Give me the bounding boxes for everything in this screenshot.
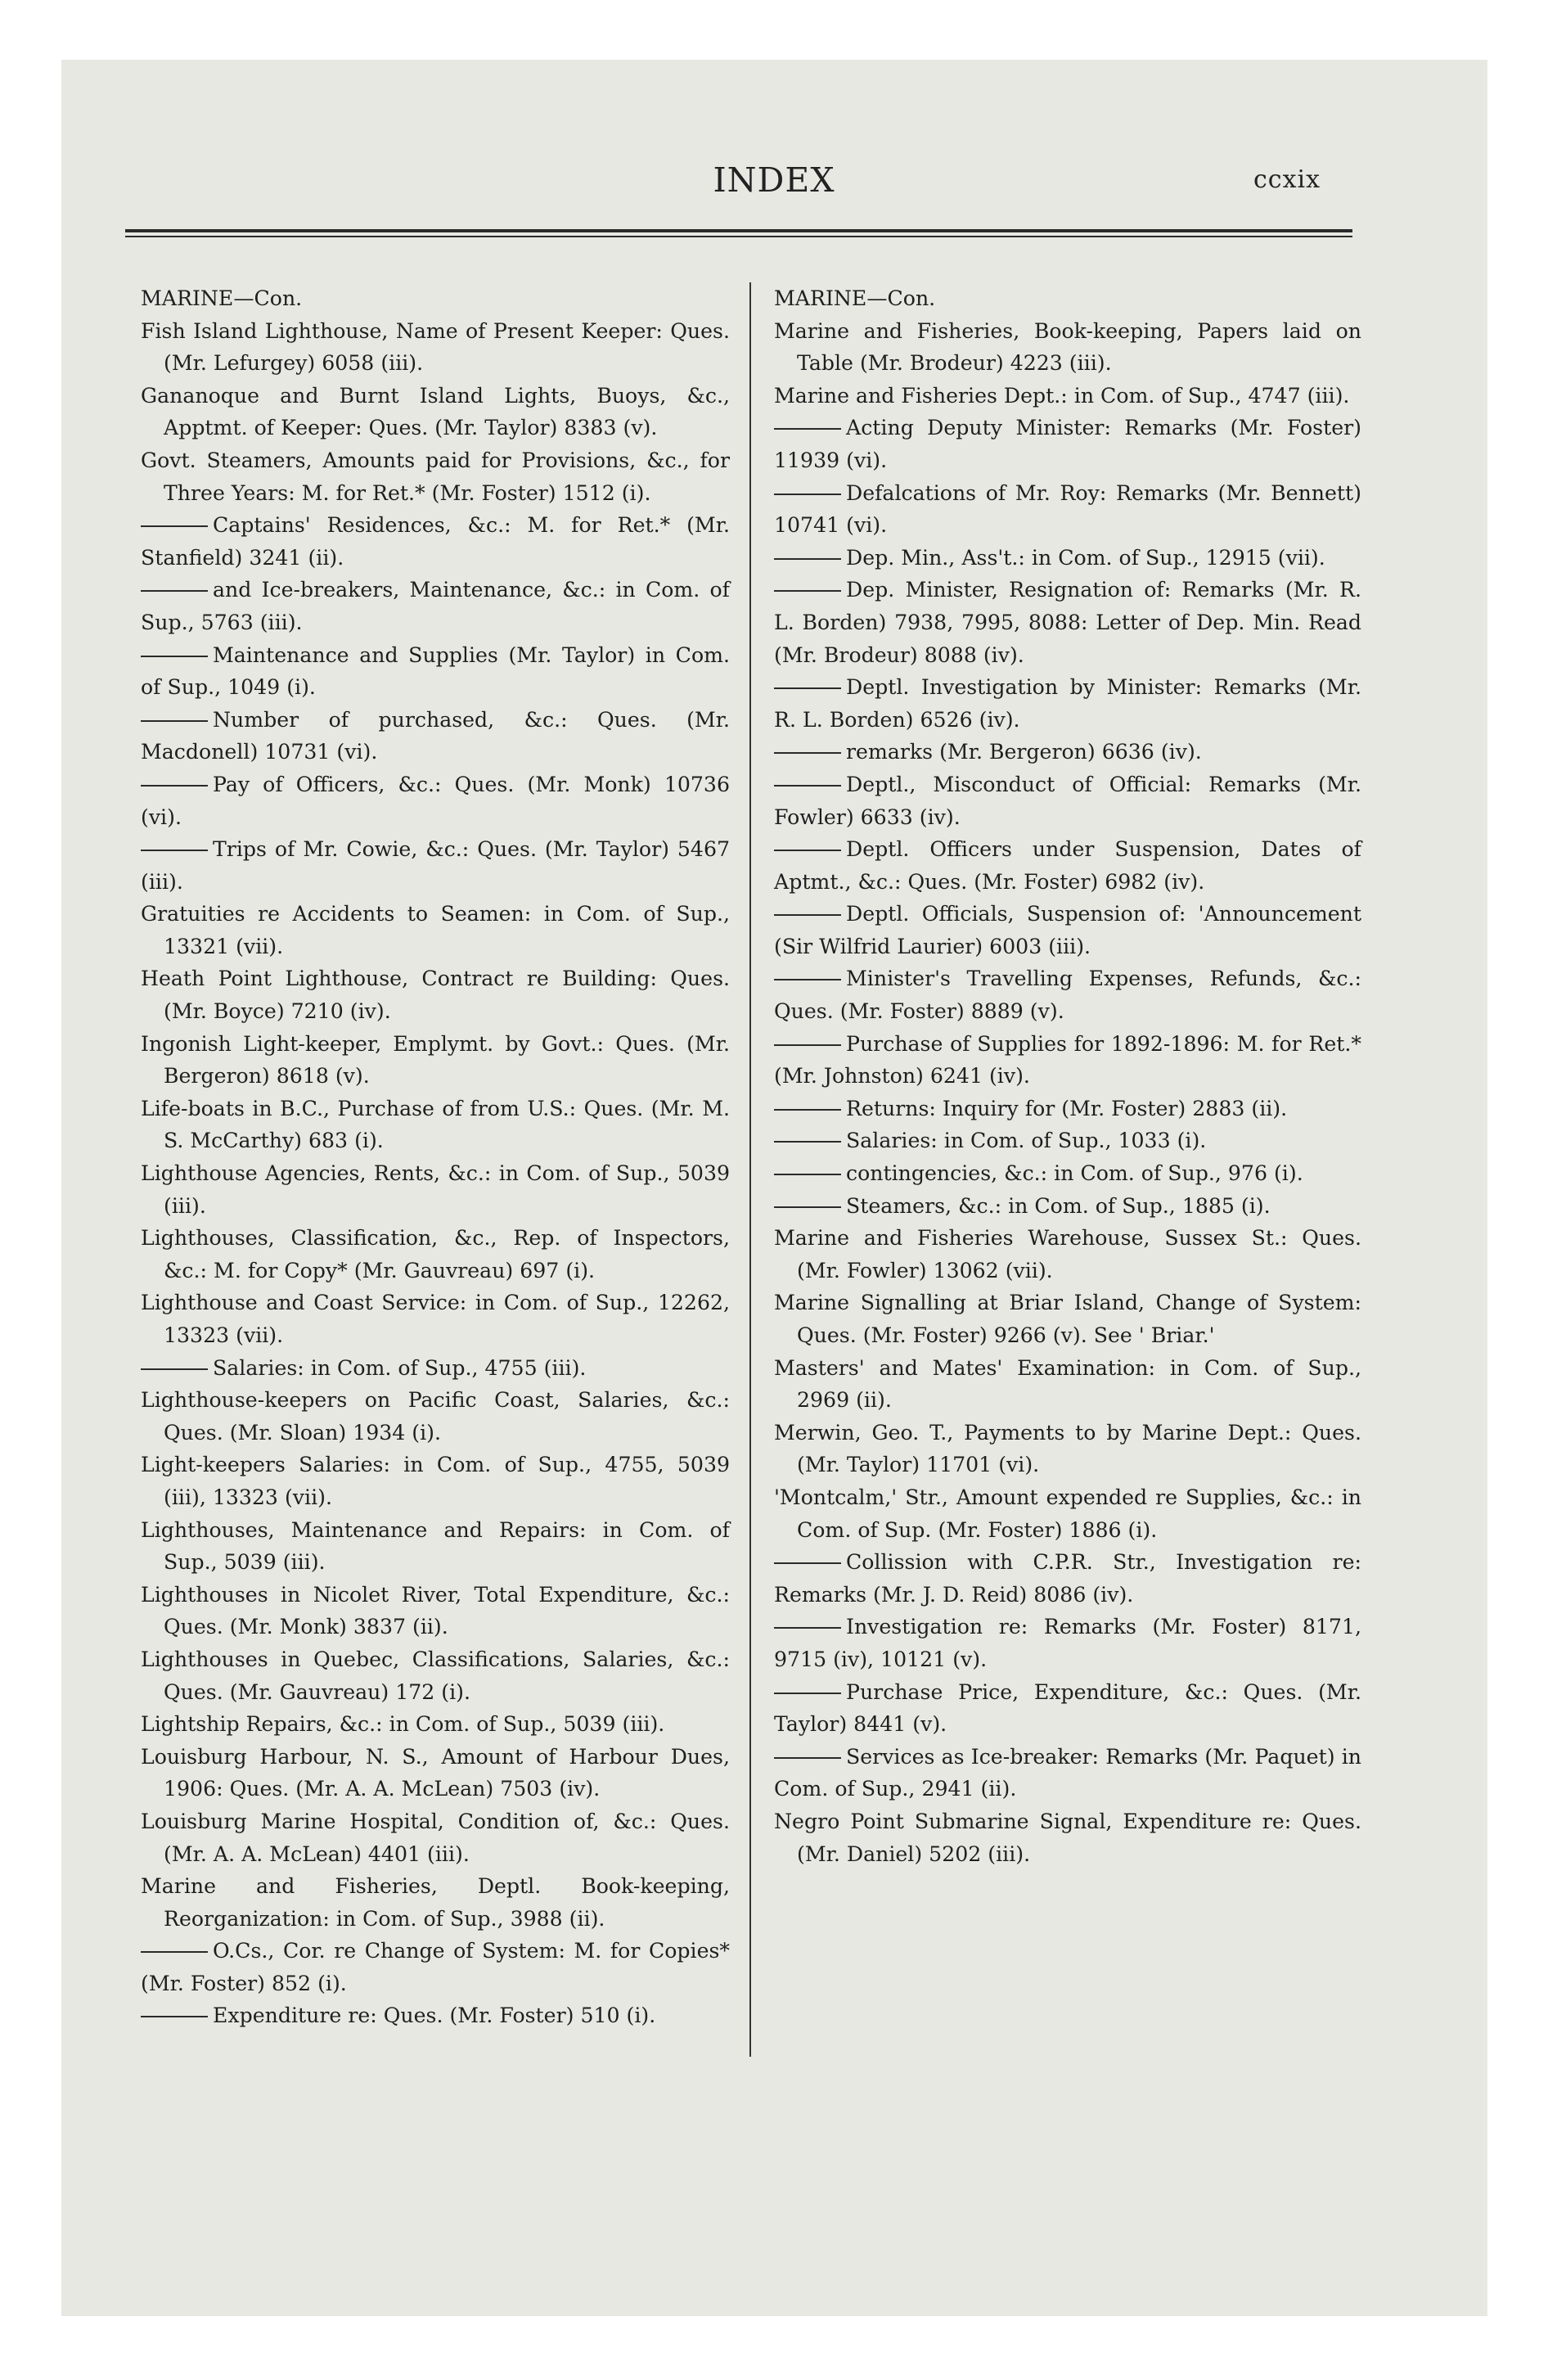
index-subentry: Deptl. Investigation by Minister: Remarks (Mr. R. L. Borden) 6526 (iv). <box>774 671 1361 736</box>
index-entry: Lighthouse and Coast Service: in Com. of Sup., 12262, 13323 (vii). <box>141 1291 730 1347</box>
index-entry: Gananoque and Burnt Island Lights, Buoys, &c., Apptmt. of Keeper: Ques. (Mr. Taylor) 8383 (v). <box>141 383 730 440</box>
index-entry: Lighthouses in Quebec, Classifications, Salaries, &c.: Ques. (Mr. Gauvreau) 172 (i). <box>141 1647 730 1704</box>
index-column-left <box>141 282 730 2032</box>
index-entry: Fish Island Lighthouse, Name of Present Keeper: Ques. (Mr. Lefurgey) 6058 (iii). <box>141 318 730 376</box>
index-subentry: Deptl. Officers under Suspension, Dates of Aptmt., &c.: Ques. (Mr. Foster) 6982 (iv). <box>774 833 1361 898</box>
index-entry: Lighthouse Agencies, Rents, &c.: in Com. of Sup., 5039 (iii). <box>141 1161 730 1218</box>
index-subentry: Number of purchased, &c.: Ques. (Mr. Macdonell) 10731 (vi). <box>141 704 730 769</box>
index-subentry: Captains' Residences, &c.: M. for Ret.* (Mr. Stanfield) 3241 (ii). <box>141 509 730 574</box>
index-entry: Lighthouses in Nicolet River, Total Expenditure, &c.: Ques. (Mr. Monk) 3837 (ii). <box>141 1582 730 1639</box>
column-divider <box>749 282 751 2057</box>
index-subentry: O.Cs., Cor. re Change of System: M. for Copies* (Mr. Foster) 852 (i). <box>141 1935 730 1999</box>
index-subentry: Salaries: in Com. of Sup., 1033 (i). <box>774 1125 1361 1157</box>
index-subentry: Collission with C.P.R. Str., Investigation re: Remarks (Mr. J. D. Reid) 8086 (iv). <box>774 1546 1361 1611</box>
index-entry: Marine and Fisheries, Book-keeping, Papers laid on Table (Mr. Brodeur) 4223 (iii). <box>774 318 1361 376</box>
index-entry: Marine and Fisheries Warehouse, Sussex St.: Ques. (Mr. Fowler) 13062 (vii). <box>774 1226 1361 1282</box>
index-subentry: Steamers, &c.: in Com. of Sup., 1885 (i). <box>774 1190 1361 1223</box>
index-subentry: contingencies, &c.: in Com. of Sup., 976 (i). <box>774 1157 1361 1190</box>
header-rule <box>125 229 1352 232</box>
page-number: ccxix <box>1253 165 1321 194</box>
index-entry: Louisburg Marine Hospital, Condition of, &c.: Ques. (Mr. A. A. McLean) 4401 (iii). <box>141 1809 730 1866</box>
index-subentry: and Ice-breakers, Maintenance, &c.: in Com. of Sup., 5763 (iii). <box>141 574 730 638</box>
index-entry: Lightship Repairs, &c.: in Com. of Sup., 5039 (iii). <box>141 1712 665 1737</box>
header-rule-thin <box>125 236 1352 237</box>
index-subentry: Salaries: in Com. of Sup., 4755 (iii). <box>141 1352 730 1385</box>
index-subentry: Deptl. Officials, Suspension of: 'Announcement (Sir Wilfrid Laurier) 6003 (iii). <box>774 898 1361 962</box>
index-subentry: Minister's Travelling Expenses, Refunds, &c.: Ques. (Mr. Foster) 8889 (v). <box>774 962 1361 1027</box>
index-subentry: Investigation re: Remarks (Mr. Foster) 8171, 9715 (iv), 10121 (v). <box>774 1611 1361 1675</box>
index-entry: Negro Point Submarine Signal, Expenditure re: Ques. (Mr. Daniel) 5202 (iii). <box>774 1809 1361 1866</box>
index-column-right <box>774 282 1361 1870</box>
index-entry: Lighthouses, Classification, &c., Rep. of Inspectors, &c.: M. for Copy* (Mr. Gauvreau) 697 (i). <box>141 1226 730 1282</box>
index-entry: Light-keepers Salaries: in Com. of Sup., 4755, 5039 (iii), 13323 (vii). <box>141 1453 730 1509</box>
index-subentry: Pay of Officers, &c.: Ques. (Mr. Monk) 10736 (vi). <box>141 769 730 833</box>
index-subentry: Deptl., Misconduct of Official: Remarks (Mr. Fowler) 6633 (iv). <box>774 769 1361 833</box>
index-subentry: Maintenance and Supplies (Mr. Taylor) in Com. of Sup., 1049 (i). <box>141 639 730 704</box>
index-subentry: Dep. Minister, Resignation of: Remarks (Mr. R. L. Borden) 7938, 7995, 8088: Letter of Dep. Min. Read (Mr. Brodeur) 8088 (iv). <box>774 574 1361 671</box>
index-entry: 'Montcalm,' Str., Amount expended re Supplies, &c.: in Com. of Sup. (Mr. Foster) 1886 (i). <box>774 1485 1361 1542</box>
index-subentry: Defalcations of Mr. Roy: Remarks (Mr. Bennett) 10741 (vi). <box>774 477 1361 542</box>
index-subentry: Expenditure re: Ques. (Mr. Foster) 510 (i). <box>141 1999 730 2032</box>
index-entry: Gratuities re Accidents to Seamen: in Com. of Sup., 13321 (vii). <box>141 902 730 958</box>
index-subentry: Dep. Min., Ass't.: in Com. of Sup., 12915 (vii). <box>774 542 1361 575</box>
index-subentry: Services as Ice-breaker: Remarks (Mr. Paquet) in Com. of Sup., 2941 (ii). <box>774 1741 1361 1805</box>
index-subentry: Trips of Mr. Cowie, &c.: Ques. (Mr. Taylor) 5467 (iii). <box>141 833 730 898</box>
index-heading: MARINE—Con. <box>774 286 936 310</box>
index-entry: Ingonish Light-keeper, Emplymt. by Govt.: Ques. (Mr. Bergeron) 8618 (v). <box>141 1031 730 1089</box>
index-heading: MARINE—Con. <box>141 286 303 310</box>
index-subentry: Purchase Price, Expenditure, &c.: Ques. (Mr. Taylor) 8441 (v). <box>774 1676 1361 1741</box>
index-entry: Life-boats in B.C., Purchase of from U.S.: Ques. (Mr. M. S. McCarthy) 683 (i). <box>141 1096 730 1153</box>
index-entry: Louisburg Harbour, N. S., Amount of Harbour Dues, 1906: Ques. (Mr. A. A. McLean) 7503 (iv). <box>141 1744 730 1801</box>
page-title: INDEX <box>713 160 835 200</box>
index-entry: Marine and Fisheries Dept.: in Com. of Sup., 4747 (iii). <box>774 383 1350 408</box>
index-entry: Heath Point Lighthouse, Contract re Building: Ques. (Mr. Boyce) 7210 (iv). <box>141 967 730 1024</box>
index-entry: Masters' and Mates' Examination: in Com. of Sup., 2969 (ii). <box>774 1355 1361 1413</box>
index-subentry: remarks (Mr. Bergeron) 6636 (iv). <box>774 736 1361 769</box>
index-subentry: Returns: Inquiry for (Mr. Foster) 2883 (ii). <box>774 1093 1361 1125</box>
index-subentry: Purchase of Supplies for 1892-1896: M. for Ret.* (Mr. Johnston) 6241 (iv). <box>774 1028 1361 1093</box>
index-entry: Marine Signalling at Briar Island, Change of System: Ques. (Mr. Foster) 9266 (v). See ' Briar.' <box>774 1291 1361 1347</box>
index-entry: Lighthouses, Maintenance and Repairs: in Com. of Sup., 5039 (iii). <box>141 1517 730 1575</box>
index-entry: Merwin, Geo. T., Payments to by Marine Dept.: Ques. (Mr. Taylor) 11701 (vi). <box>774 1420 1361 1477</box>
index-entry: Lighthouse-keepers on Pacific Coast, Salaries, &c.: Ques. (Mr. Sloan) 1934 (i). <box>141 1388 730 1445</box>
index-subentry: Acting Deputy Minister: Remarks (Mr. Foster) 11939 (vi). <box>774 412 1361 476</box>
index-entry: Govt. Steamers, Amounts paid for Provisions, &c., for Three Years: M. for Ret.* (Mr. Foster) 1512 (i). <box>141 448 730 505</box>
index-entry: Marine and Fisheries, Deptl. Book-keeping, Reorganization: in Com. of Sup., 3988 (ii). <box>141 1874 730 1931</box>
